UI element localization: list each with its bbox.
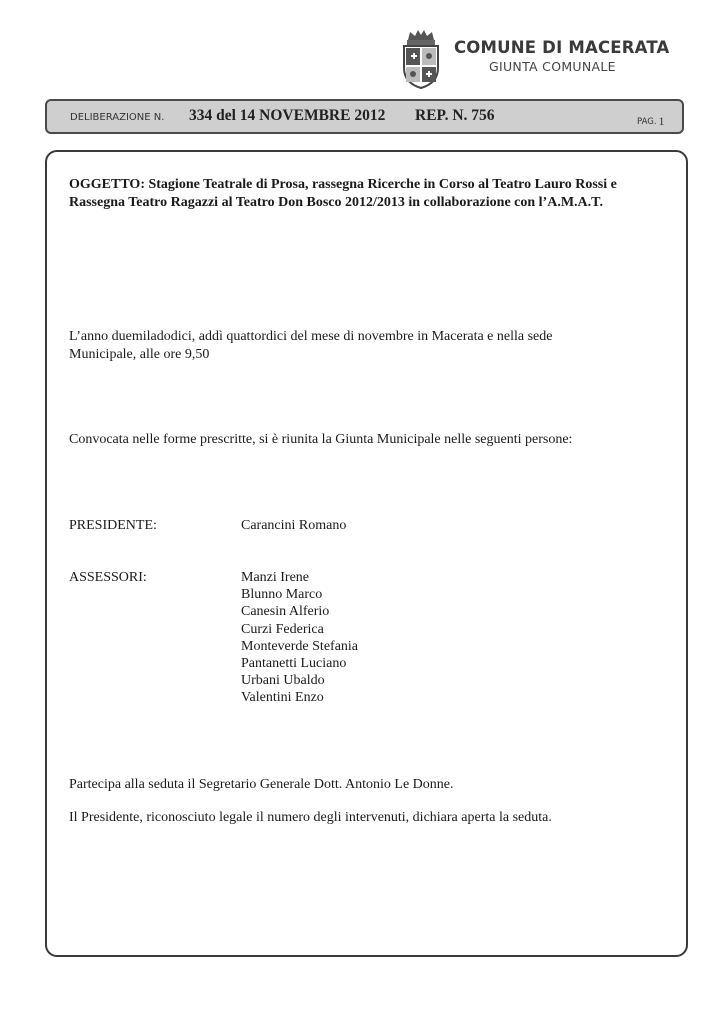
header: [398, 28, 698, 94]
deliberazione-label: DELIBERAZIONE N.: [70, 112, 165, 123]
dichiara-paragraph: Il Presidente, riconosciuto legale il numero degli intervenuti, dichiara aperta la seduta.: [69, 810, 552, 825]
presidente-name: Carancini Romano: [241, 518, 347, 533]
assessore-name: Manzi Irene: [241, 570, 310, 585]
intro-line-2: Municipale, alle ore 9,50: [69, 346, 210, 362]
rep-number: REP. N. 756: [415, 107, 495, 124]
document-body-frame: [45, 150, 688, 957]
oggetto-line-2: Rassegna Teatro Ragazzi al Teatro Don Bosco 2012/2013 in collaborazione con l’A.M.A.T.: [69, 194, 603, 210]
assessore-name: Valentini Enzo: [241, 690, 324, 706]
assessori-list: [241, 569, 358, 707]
deliberazione-number-date: 334 del 14 NOVEMBRE 2012: [189, 107, 386, 124]
comune-name: COMUNE DI MACERATA: [454, 38, 670, 57]
presidente-label: PRESIDENTE:: [69, 518, 157, 533]
convocata-paragraph: Convocata nelle forme prescritte, si è riunita la Giunta Municipale nelle seguenti persone:: [69, 432, 573, 447]
oggetto-section: [69, 176, 617, 211]
page-label: PAG.: [637, 117, 657, 127]
page-indicator: [637, 113, 665, 128]
intro-line-1: L’anno duemiladodici, addì quattordici del mese di novembre in Macerata e nella sede: [69, 329, 553, 344]
assessori-label: ASSESSORI:: [69, 570, 147, 585]
assessore-name: Pantanetti Luciano: [241, 656, 347, 672]
assessore-name: Canesin Alferio: [241, 604, 330, 620]
oggetto-line-1: OGGETTO: Stagione Teatrale di Prosa, rassegna Ricerche in Corso al Teatro Lauro Rossi e: [69, 177, 617, 192]
page-number: 1: [658, 114, 665, 128]
intro-paragraph: [69, 328, 552, 363]
assessore-name: Curzi Federica: [241, 621, 324, 637]
assessore-name: Monteverde Stefania: [241, 638, 359, 654]
giunta-comunale-label: GIUNTA COMUNALE: [489, 59, 616, 74]
coat-of-arms-icon: [398, 28, 444, 90]
assessore-name: Urbani Ubaldo: [241, 673, 325, 689]
partecipa-paragraph: Partecipa alla seduta il Segretario Generale Dott. Antonio Le Donne.: [69, 777, 454, 792]
assessore-name: Blunno Marco: [241, 587, 323, 603]
deliberazione-bar: [45, 99, 684, 134]
